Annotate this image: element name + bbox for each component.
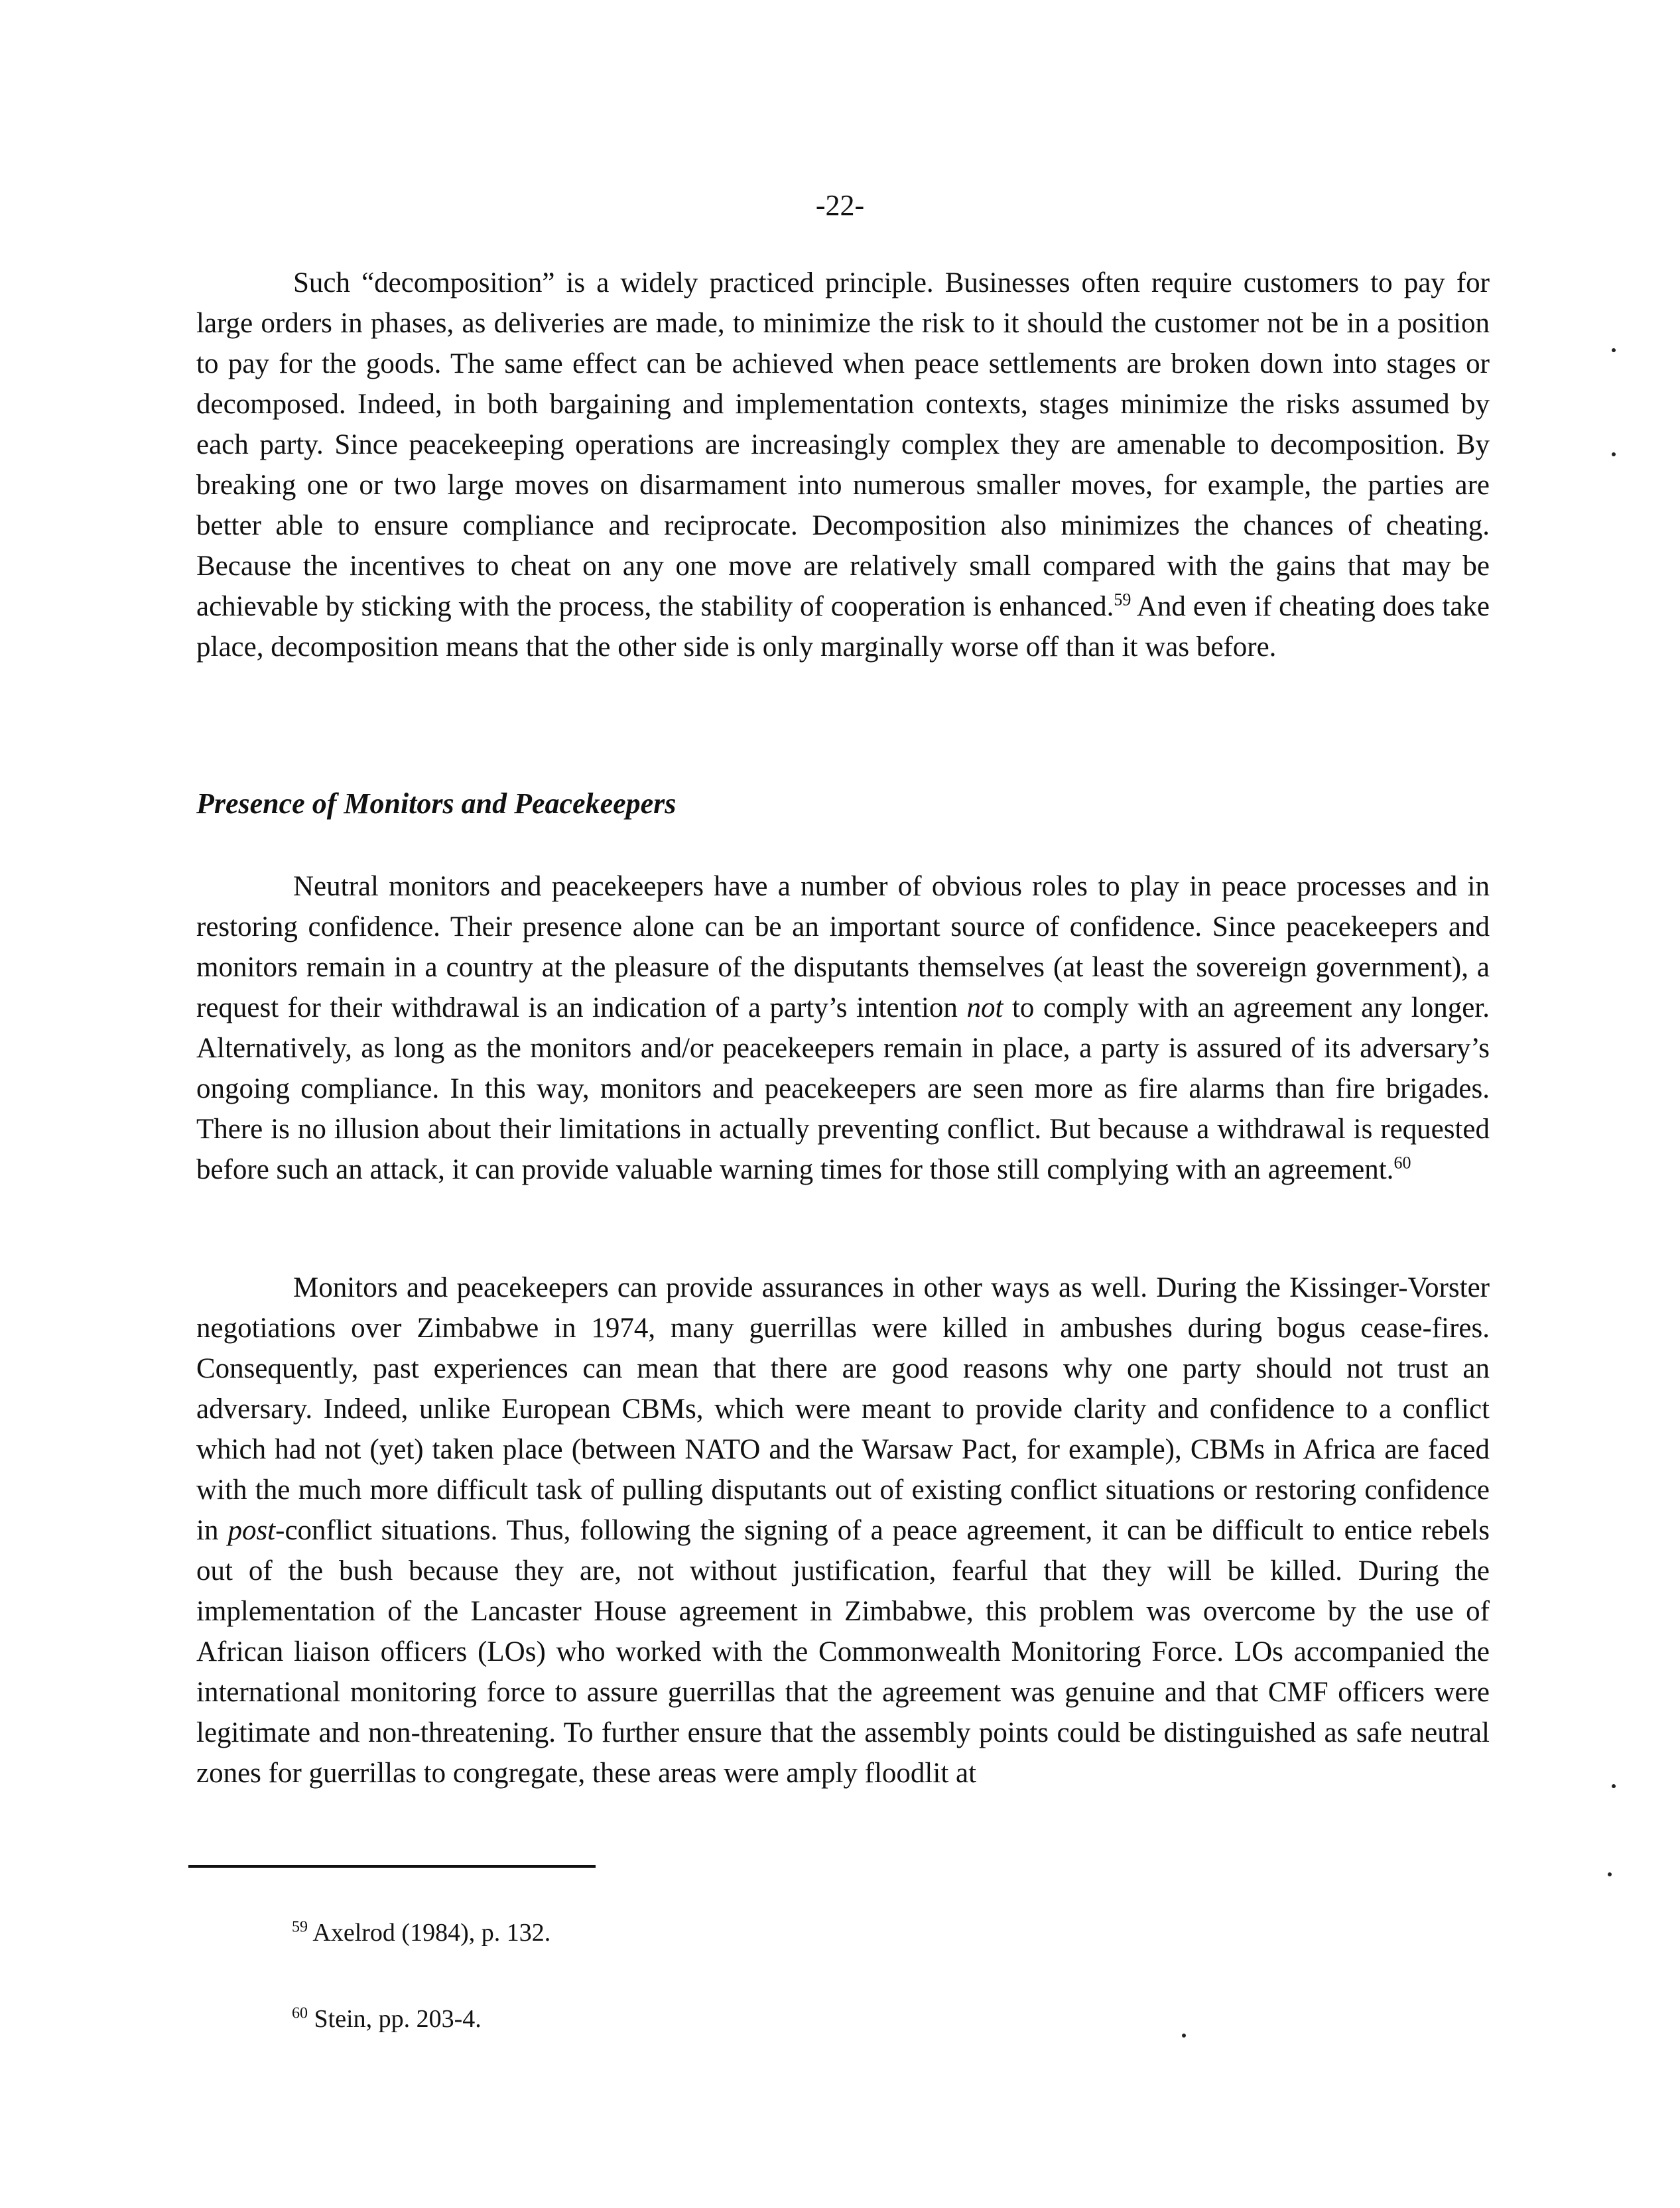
footnote-number: 60 <box>292 2004 308 2022</box>
paragraph-text-main: Neutral monitors and peacekeepers have a number of obvious roles to play in peace processes and in restoring confidence. Their presence alone can be an important source of confidence. Since peacekeepers and monitors remain in a country at the pleasure of the disputants themselves (at least the sovereign government), a request for their withdrawal is an indication of a party’s intention <box>196 871 1490 1023</box>
emphasis-text: not <box>966 992 1003 1023</box>
body-paragraph-1 <box>196 263 1490 667</box>
emphasis-text: post <box>227 1515 276 1546</box>
paragraph-text-main: Such “decomposition” is a widely practiced principle. Businesses often require customers to pay for large orders in phases, as deliveries are made, to minimize the risk to it should the customer not be in a position to pay for the goods. The same effect can be achieved when peace settlements are broken down into stages or decomposed. Indeed, in both bargaining and implementation contexts, stages minimize the risks assumed by each party. Since peacekeeping operations are increasingly complex they are amenable to decomposition. By breaking one or two large moves on disarmament into numerous smaller moves, for example, the parties are better able to ensure compliance and reciprocate. Decomposition also minimizes the chances of cheating. Because the incentives to cheat on any one move are relatively small compared with the gains that may be achievable by sticking with the process, the stability of cooperation is enhanced. <box>196 267 1490 622</box>
paragraph-text-continued: to comply with an agreement any longer. Alternatively, as long as the monitors and/or peacekeepers remain in place, a party is assured of its adversary’s ongoing compliance. In this way, monitors and peacekeepers are seen more as fire alarms than fire brigades. There is no illusion about their limitations in actually preventing conflict. But because a withdrawal is requested before such an attack, it can provide valuable warning times for those still complying with an agreement. <box>196 992 1490 1185</box>
body-paragraph-3 <box>196 1267 1490 1793</box>
paragraph-text <box>196 263 1490 667</box>
section-heading: Presence of Monitors and Peacekeepers <box>196 787 677 820</box>
footnote-reference-60: 60 <box>1393 1153 1411 1173</box>
footnote-text: Axelrod (1984), p. 132. <box>312 1919 551 1947</box>
scan-speck <box>1612 452 1616 456</box>
footnote-60 <box>292 2003 482 2035</box>
scan-speck <box>1612 348 1616 352</box>
page-number: -22- <box>815 189 865 222</box>
footnote-divider <box>188 1865 596 1868</box>
paragraph-text-continued: -conflict situations. Thus, following the signing of a peace agreement, it can be difficult to entice rebels out of the bush because they are, not without justification, fearful that they will be killed. During the implementation of the Lancaster House agreement in Zimbabwe, this problem was overcome by the use of African liaison officers (LOs) who worked with the Commonwealth Monitoring Force. LOs accompanied the international monitoring force to assure guerrillas that the agreement was genuine and that CMF officers were legitimate and non-threatening. To further ensure that the assembly points could be distinguished as safe neutral zones for guerrillas to congregate, these areas were amply floodlit at <box>196 1515 1490 1789</box>
paragraph-text-main: Monitors and peacekeepers can provide assurances in other ways as well. During the Kissinger-Vorster negotiations over Zimbabwe in 1974, many guerrillas were killed in ambushes during bogus cease-fires. Consequently, past experiences can mean that there are good reasons why one party should not trust an adversary. Indeed, unlike European CBMs, which were meant to provide clarity and confidence to a conflict which had not (yet) taken place (between NATO and the Warsaw Pact, for example), CBMs in Africa are faced with the much more difficult task of pulling disputants out of existing conflict situations or restoring confidence in <box>196 1272 1490 1546</box>
paragraph-text-continued: And even if cheating does take place, decomposition means that the other side is only marginally worse off than it was before. <box>196 591 1490 663</box>
paragraph-text <box>196 866 1490 1190</box>
scan-speck <box>1608 1872 1612 1876</box>
footnote-59 <box>292 1917 550 1949</box>
footnote-number: 59 <box>292 1918 308 1936</box>
body-paragraph-2 <box>196 866 1490 1190</box>
paragraph-text <box>196 1267 1490 1793</box>
scan-speck <box>1182 2034 1186 2038</box>
scan-speck <box>1612 1784 1616 1788</box>
footnote-text: Stein, pp. 203-4. <box>314 2005 482 2033</box>
footnote-reference-59: 59 <box>1114 590 1131 610</box>
